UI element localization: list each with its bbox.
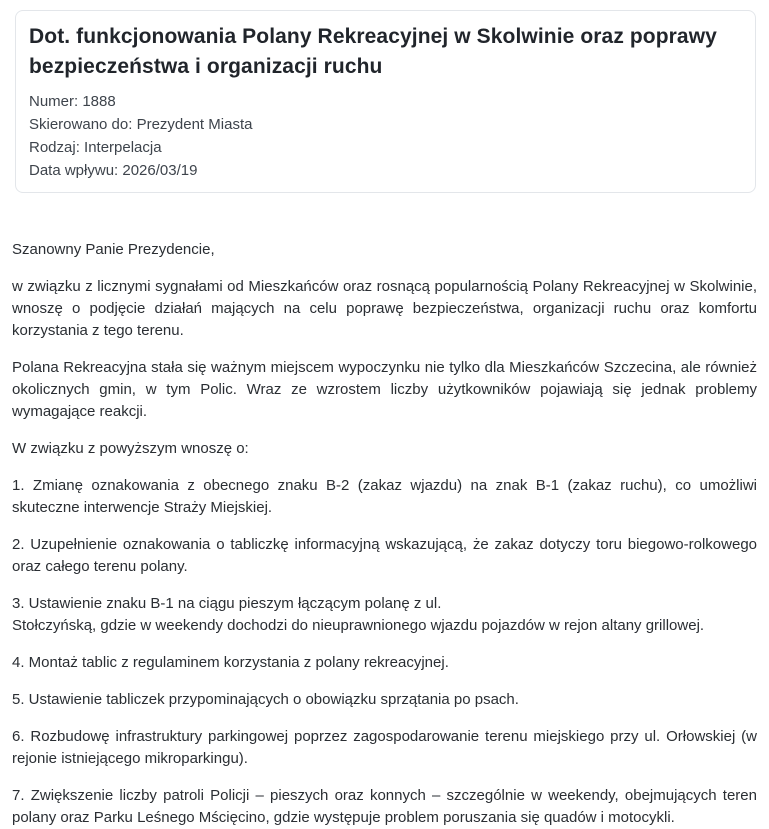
document-meta-number: Numer: 1888: [29, 93, 116, 110]
document-meta-type: Rodzaj: Interpelacja: [29, 139, 162, 156]
greeting-paragraph: Szanowny Panie Prezydencie,: [12, 241, 215, 258]
document-header-card: [15, 10, 756, 193]
context-paragraph: Polana Rekreacyjna stała się ważnym miejscem wypoczynku nie tylko dla Mieszkańców Szczecina, ale również okolicznych gmin, w tym Polic. Wraz ze wzrostem liczby użytkowników pojawiają się jednak problemy wymagające reakcji.: [12, 359, 757, 420]
request-item-3-line-1: 3. Ustawienie znaku B-1 na ciągu pieszym łączącym polanę z ul.: [12, 595, 442, 612]
request-item-4: 4. Montaż tablic z regulaminem korzystania z polany rekreacyjnej.: [12, 654, 449, 671]
request-item-3: [12, 593, 757, 637]
request-item-2: 2. Uzupełnienie oznakowania o tabliczkę informacyjną wskazującą, że zakaz dotyczy toru biegowo-rolkowego oraz całego terenu polany.: [12, 536, 757, 575]
document-body: [12, 239, 757, 829]
request-item-7: 7. Zwiększenie liczby patroli Policji – pieszych oraz konnych – szczególnie w weekendy, obejmujących teren polany oraz Parku Leśnego Mścięcino, gdzie występuje problem poruszania się quadów i motocykli.: [12, 787, 757, 826]
request-item-1: 1. Zmianę oznakowania z obecnego znaku B-2 (zakaz wjazdu) na znak B-1 (zakaz ruchu), co umożliwi skuteczne interwencje Straży Miejskiej.: [12, 477, 757, 516]
request-item-5: 5. Ustawienie tabliczek przypominających o obowiązku sprzątania po psach.: [12, 691, 519, 708]
document-meta: [29, 90, 741, 182]
intro-paragraph: w związku z licznymi sygnałami od Mieszkańców oraz rosnącą popularnością Polany Rekreacyjnej w Skolwinie, wnoszę o podjęcie działań mających na celu poprawę bezpieczeństwa, organizacji ruchu oraz komfortu korzystania z tego terenu.: [12, 278, 757, 339]
document-meta-addressee: Skierowano do: Prezydent Miasta: [29, 116, 253, 133]
document-meta-date: Data wpływu: 2026/03/19: [29, 162, 198, 179]
document-title: Dot. funkcjonowania Polany Rekreacyjnej w Skolwinie oraz poprawy bezpieczeństwa i organizacji ruchu: [29, 25, 717, 78]
requests-lead-paragraph: W związku z powyższym wnoszę o:: [12, 440, 249, 457]
request-item-6: 6. Rozbudowę infrastruktury parkingowej poprzez zagospodarowanie terenu miejskiego przy ul. Orłowskiej (w rejonie istniejącego mikroparkingu).: [12, 728, 757, 767]
request-item-3-line-2: Stołczyńską, gdzie w weekendy dochodzi do nieuprawnionego wjazdu pojazdów w rejon altany grillowej.: [12, 617, 705, 634]
